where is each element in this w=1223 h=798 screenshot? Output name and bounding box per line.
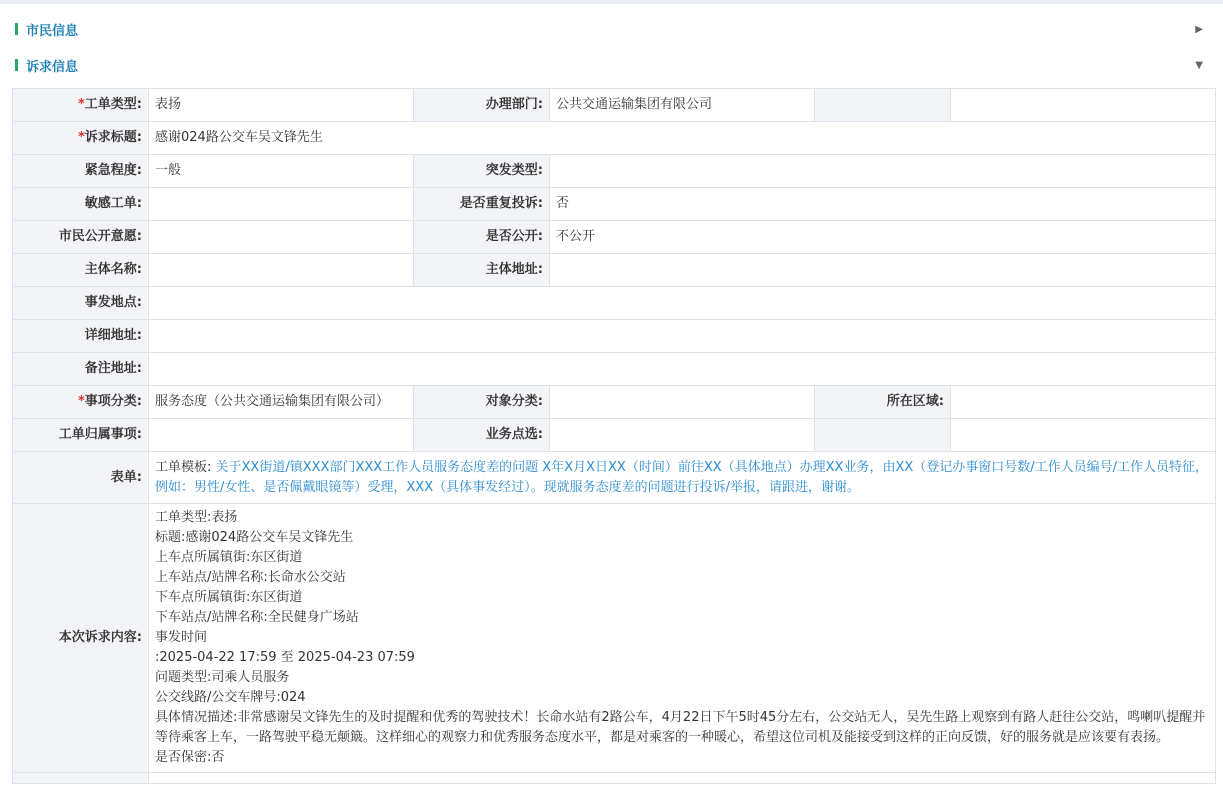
content-line: 问题类型:司乘人员服务 <box>155 670 290 685</box>
form-row <box>13 155 1216 188</box>
public-intent-value <box>149 221 414 254</box>
subject-name-label: 主体名称: <box>13 254 149 287</box>
empty-value-cell <box>951 89 1216 122</box>
form-row <box>13 89 1216 122</box>
belong-item-value <box>149 419 414 452</box>
subject-addr-value <box>550 254 1216 287</box>
content-line: 公交线路/公交车牌号:024 <box>155 690 306 705</box>
template-value <box>149 452 1216 504</box>
template-link[interactable]: 关于XX街道/镇XXX部门XXX工作人员服务态度差的问题 X年X月X日XX（时间）前往XX（具体地点）办理XX业务，由XX（登记办事窗口号数/工作人员编号/工作人员特征，例如：男性/女性、是否佩戴眼镜等）受理，XXX（具体事发经过）。现就服务态度差的问题进行投诉/举报，请跟进，谢谢。 <box>155 459 1209 495</box>
content-lines <box>155 508 1209 768</box>
content-value <box>149 504 1216 773</box>
caret-down-icon[interactable]: ▼ <box>1195 59 1203 71</box>
section-citizen-info[interactable] <box>0 14 1223 44</box>
section-marker <box>15 59 18 71</box>
content-line: 上车点所属镇街:东区街道 <box>155 550 303 565</box>
order-type-value: 表扬 <box>149 89 414 122</box>
object-category-label: 对象分类: <box>414 386 550 419</box>
section-title: 市民信息 <box>26 23 79 39</box>
dept-label: 办理部门: <box>414 89 550 122</box>
business-point-label: 业务点选: <box>414 419 550 452</box>
content-line: 是否保密:否 <box>155 750 225 765</box>
incident-place-label: 事发地点: <box>13 287 149 320</box>
form-row <box>13 122 1216 155</box>
object-category-value <box>550 386 815 419</box>
section-marker <box>15 23 18 35</box>
section-appeal-info[interactable] <box>0 50 1223 80</box>
incident-type-label: 突发类型: <box>414 155 550 188</box>
is-public-value: 不公开 <box>550 221 1216 254</box>
content-label: 本次诉求内容: <box>13 504 149 773</box>
form-row <box>13 254 1216 287</box>
public-intent-label: 市民公开意愿: <box>13 221 149 254</box>
empty-label-cell <box>815 419 951 452</box>
urgency-label: 紧急程度: <box>13 155 149 188</box>
subject-name-value <box>149 254 414 287</box>
top-border <box>0 0 1223 4</box>
form-row <box>13 504 1216 773</box>
sensitive-label: 敏感工单: <box>13 188 149 221</box>
urgency-value: 一般 <box>149 155 414 188</box>
template-label: 表单: <box>13 452 149 504</box>
content-line: 工单类型:表扬 <box>155 510 238 525</box>
form-row <box>13 773 1216 784</box>
form-row <box>13 287 1216 320</box>
form-row <box>13 452 1216 504</box>
empty-label-cell <box>815 89 951 122</box>
form-row <box>13 419 1216 452</box>
belong-item-label: 工单归属事项: <box>13 419 149 452</box>
detail-addr-value <box>149 320 1216 353</box>
next-label-cell <box>13 773 149 784</box>
region-label: 所在区域: <box>815 386 951 419</box>
note-addr-value <box>149 353 1216 386</box>
incident-type-value <box>550 155 1216 188</box>
note-addr-label: 备注地址: <box>13 353 149 386</box>
form-row <box>13 188 1216 221</box>
repeat-label: 是否重复投诉: <box>414 188 550 221</box>
content-line: 事发时间 <box>155 630 208 645</box>
caret-right-icon[interactable]: ▶ <box>1195 23 1203 35</box>
content-line: 下车站点/站牌名称:全民健身广场站 <box>155 610 359 625</box>
appeal-form-table <box>12 88 1216 784</box>
content-line: 上车站点/站牌名称:长命水公交站 <box>155 570 346 585</box>
appeal-title-label: *诉求标题: <box>13 122 149 155</box>
template-prefix: 工单模板: <box>155 459 212 475</box>
content-line: :2025-04-22 17:59 至 2025-04-23 07:59 <box>155 650 415 665</box>
empty-value-cell <box>951 419 1216 452</box>
next-value-cell <box>149 773 1216 784</box>
item-category-value: 服务态度（公共交通运输集团有限公司） <box>149 386 414 419</box>
region-value <box>951 386 1216 419</box>
form-row <box>13 221 1216 254</box>
order-type-label: *工单类型: <box>13 89 149 122</box>
subject-addr-label: 主体地址: <box>414 254 550 287</box>
form-row <box>13 320 1216 353</box>
appeal-title-value: 感谢024路公交车吴文锋先生 <box>149 122 1216 155</box>
incident-place-value <box>149 287 1216 320</box>
is-public-label: 是否公开: <box>414 221 550 254</box>
form-row <box>13 353 1216 386</box>
content-line: 具体情况描述:非常感谢吴文锋先生的及时提醒和优秀的驾驶技术！长命水站有2路公车，4月22日下午5时45分左右，公交站无人，吴先生路上观察到有路人赶往公交站，鸣喇叭提醒并等待乘客上车，一路驾驶平稳无颠簸。这样细心的观察力和优秀服务态度水平，都是对乘客的一种暖心，希望这位司机及能接受到这样的正向反馈，好的服务就是应该要有表扬。 <box>155 710 1206 745</box>
form-row <box>13 386 1216 419</box>
section-title: 诉求信息 <box>26 59 79 75</box>
repeat-value: 否 <box>550 188 1216 221</box>
item-category-label: *事项分类: <box>13 386 149 419</box>
sensitive-value <box>149 188 414 221</box>
dept-value: 公共交通运输集团有限公司 <box>550 89 815 122</box>
content-line: 标题:感谢024路公交车吴文锋先生 <box>155 530 354 545</box>
content-line: 下车点所属镇街:东区街道 <box>155 590 303 605</box>
detail-addr-label: 详细地址: <box>13 320 149 353</box>
business-point-value <box>550 419 815 452</box>
